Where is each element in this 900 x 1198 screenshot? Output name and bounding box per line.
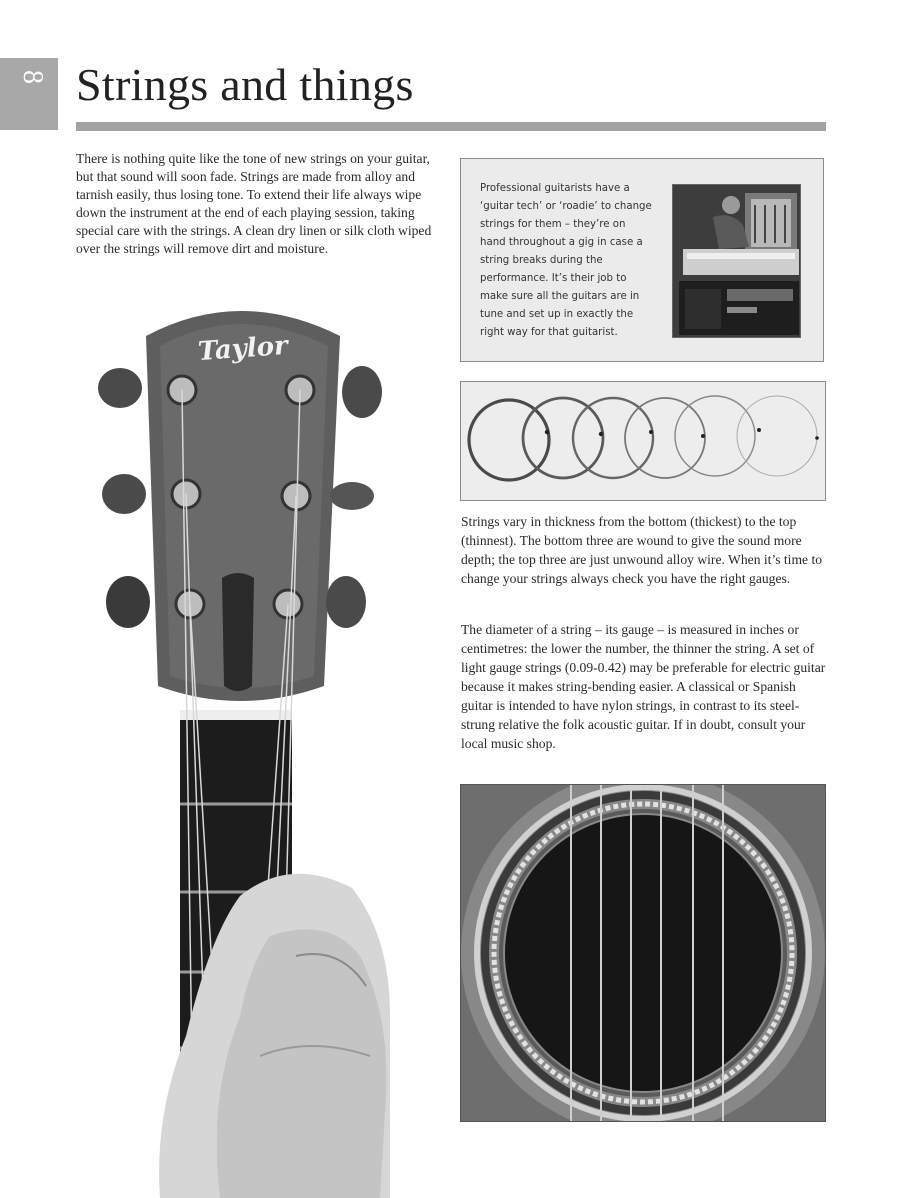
title-rule bbox=[76, 122, 826, 131]
intro-paragraph: There is nothing quite like the tone of new strings on your guitar, but that sound will soon fade. Strings are made from alloy and tarnish easily, thus losing tone. To extend their life always wipe down the instrument at the end of each playing session, taking special care with the strings. A clean dry linen or silk cloth wiped over the strings will remove dirt and moisture. bbox=[76, 151, 432, 256]
guitar-tech-photo bbox=[672, 184, 801, 338]
gauge-paragraph: The diameter of a string – its gauge – is measured in inches or centimetres: the lower the number, the thinner the string. A set of light gauge strings (0.09-0.42) may be preferable for electric guitar because it makes string-bending easier. A classical or Spanish guitar is intended to have nylon strings, in contrast to its steel-strung relative the folk acoustic guitar. If in doubt, consult your local music shop. bbox=[461, 622, 826, 751]
headstock-logo: Taylor bbox=[197, 330, 289, 368]
page-number: 8 bbox=[17, 70, 48, 84]
page-number-tab bbox=[0, 58, 58, 130]
soundhole-photo bbox=[460, 784, 826, 1122]
string-coils-image bbox=[460, 381, 826, 501]
tip-box-text: Professional guitarists have a ‘guitar tech’ or ‘roadie’ to change strings for them – they’re on hand throughout a gig in case a string breaks during the performance. It’s their job to make sure all the guitars are in tune and set up in exactly the right way for that guitarist. bbox=[480, 183, 652, 338]
page-title: Strings and things bbox=[76, 59, 414, 110]
guitar-headstock-photo bbox=[90, 296, 420, 1198]
string-thickness-paragraph: Strings vary in thickness from the bottom (thickest) to the top (thinnest). The bottom three are wound to give the sound more depth; the top three are just unwound alloy wire. When it’s time to change your strings always check you have the right gauges. bbox=[461, 514, 823, 586]
